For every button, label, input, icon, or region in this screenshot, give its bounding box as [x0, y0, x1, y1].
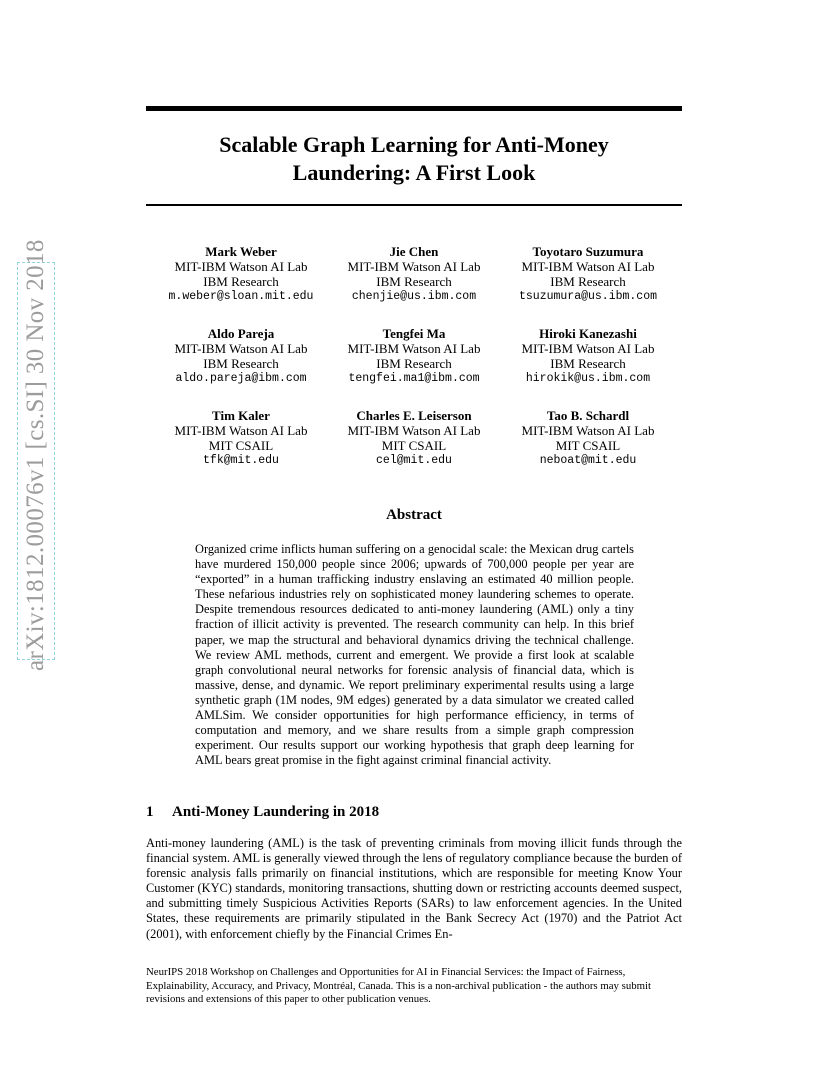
author-affiliation: MIT-IBM Watson AI Lab — [174, 341, 308, 356]
author-name: Mark Weber — [205, 244, 277, 259]
author-affiliation: IBM Research — [376, 356, 452, 371]
author-name: Tao B. Schardl — [546, 408, 630, 423]
author-card — [498, 244, 678, 304]
author-affiliation: MIT-IBM Watson AI Lab — [347, 341, 481, 356]
author-affiliation: MIT-IBM Watson AI Lab — [521, 341, 655, 356]
footnote: NeurIPS 2018 Workshop on Challenges and Opportunities for AI in Financial Services: the Impact of Fairness, Explainability, Accuracy, and Privacy, Montréal, Canada. This is a non-archival publication - the authors may submit revisions and extensions of this paper to other publication venues. — [146, 966, 652, 1005]
author-email: hirokik@us.ibm.com — [525, 372, 651, 385]
author-affiliation: MIT-IBM Watson AI Lab — [521, 259, 655, 274]
author-email: tsuzumura@us.ibm.com — [518, 290, 658, 303]
author-affiliation: MIT-IBM Watson AI Lab — [174, 423, 308, 438]
title-top-rule — [146, 106, 682, 111]
author-affiliation: MIT CSAIL — [555, 438, 621, 453]
author-card — [151, 244, 331, 304]
section-heading — [146, 804, 379, 821]
author-card — [498, 326, 678, 386]
author-email: aldo.pareja@ibm.com — [175, 372, 307, 385]
author-name: Charles E. Leiserson — [356, 408, 472, 423]
author-card — [498, 408, 678, 468]
author-affiliation: MIT-IBM Watson AI Lab — [174, 259, 308, 274]
author-affiliation: MIT-IBM Watson AI Lab — [347, 423, 481, 438]
abstract-text: Organized crime inflicts human suffering on a genocidal scale: the Mexican drug cartels have murdered 150,000 people since 2006; upwards of 700,000 people per year are “exported” in a human trafficking industry enslaving an estimated 40 million people. These nefarious industries rely on sophisticated money laundering schemes to operate. Despite tremendous resources dedicated to anti-money laundering (AML) only a tiny fraction of illicit activity is prevented. The research community can help. In this brief paper, we map the structural and behavioral dynamics driving the technical challenge. We review AML methods, current and emergent. We provide a first look at scalable graph convolutional neural networks for forensic analysis of financial data, which is massive, dense, and dynamic. We report preliminary experimental results using a large synthetic graph (1M nodes, 9M edges) generated by a data simulator we created called AMLSim. We consider opportunities for high performance efficiency, in terms of computation and memory, and we share results from a simple graph compression experiment. Our results support our working hypothesis that graph deep learning for AML bears great promise in the fight against criminal financial activity. — [195, 542, 634, 768]
author-name: Aldo Pareja — [207, 326, 275, 341]
author-card — [324, 244, 504, 304]
author-affiliation: IBM Research — [203, 274, 279, 289]
paper-title — [146, 131, 682, 187]
author-card — [324, 408, 504, 468]
author-affiliation: MIT-IBM Watson AI Lab — [521, 423, 655, 438]
author-affiliation: IBM Research — [550, 356, 626, 371]
author-affiliation: IBM Research — [376, 274, 452, 289]
author-name: Toyotaro Suzumura — [532, 244, 644, 259]
abstract-heading: Abstract — [386, 507, 442, 523]
author-card — [151, 326, 331, 386]
author-name: Hiroki Kanezashi — [539, 326, 637, 341]
author-email: tengfei.ma1@ibm.com — [348, 372, 480, 385]
author-email: neboat@mit.edu — [539, 454, 637, 467]
author-name: Jie Chen — [389, 244, 439, 259]
author-affiliation: MIT CSAIL — [381, 438, 447, 453]
title-line: Laundering: A First Look — [292, 160, 536, 185]
section-text: Anti-money laundering (AML) is the task of preventing criminals from moving illicit funds through the financial system. AML is generally viewed through the lens of regulatory compliance because the burden of forensic analysis falls primarily on financial institutions, which are responsible for meeting Know Your Customer (KYC) standards, monitoring transactions, shutting down or restricting accounts deemed suspect, and submitting timely Suspicious Activities Reports (SARs) to law enforcement agencies. In the United States, these requirements are primarily stipulated in the Bank Secrecy Act (1970) and the Patriot Act (2001), with enforcement chiefly by the Financial Crimes En- — [146, 836, 682, 941]
arxiv-identifier: arXiv:1812.00076v1 [cs.SI] 30 Nov 2018 — [22, 239, 49, 671]
author-affiliation: MIT CSAIL — [208, 438, 274, 453]
author-email: m.weber@sloan.mit.edu — [168, 290, 314, 303]
section-number: 1 — [146, 804, 154, 820]
author-email: cel@mit.edu — [376, 454, 452, 467]
title-line: Scalable Graph Learning for Anti-Money — [219, 132, 609, 157]
author-email: chenjie@us.ibm.com — [351, 290, 477, 303]
author-affiliation: IBM Research — [203, 356, 279, 371]
title-bottom-rule — [146, 204, 682, 206]
author-name: Tengfei Ma — [382, 326, 446, 341]
section-title: Anti-Money Laundering in 2018 — [172, 804, 380, 820]
author-name: Tim Kaler — [212, 408, 270, 423]
author-card — [324, 326, 504, 386]
author-email: tfk@mit.edu — [203, 454, 279, 467]
author-affiliation: IBM Research — [550, 274, 626, 289]
author-card — [151, 408, 331, 468]
author-affiliation: MIT-IBM Watson AI Lab — [347, 259, 481, 274]
